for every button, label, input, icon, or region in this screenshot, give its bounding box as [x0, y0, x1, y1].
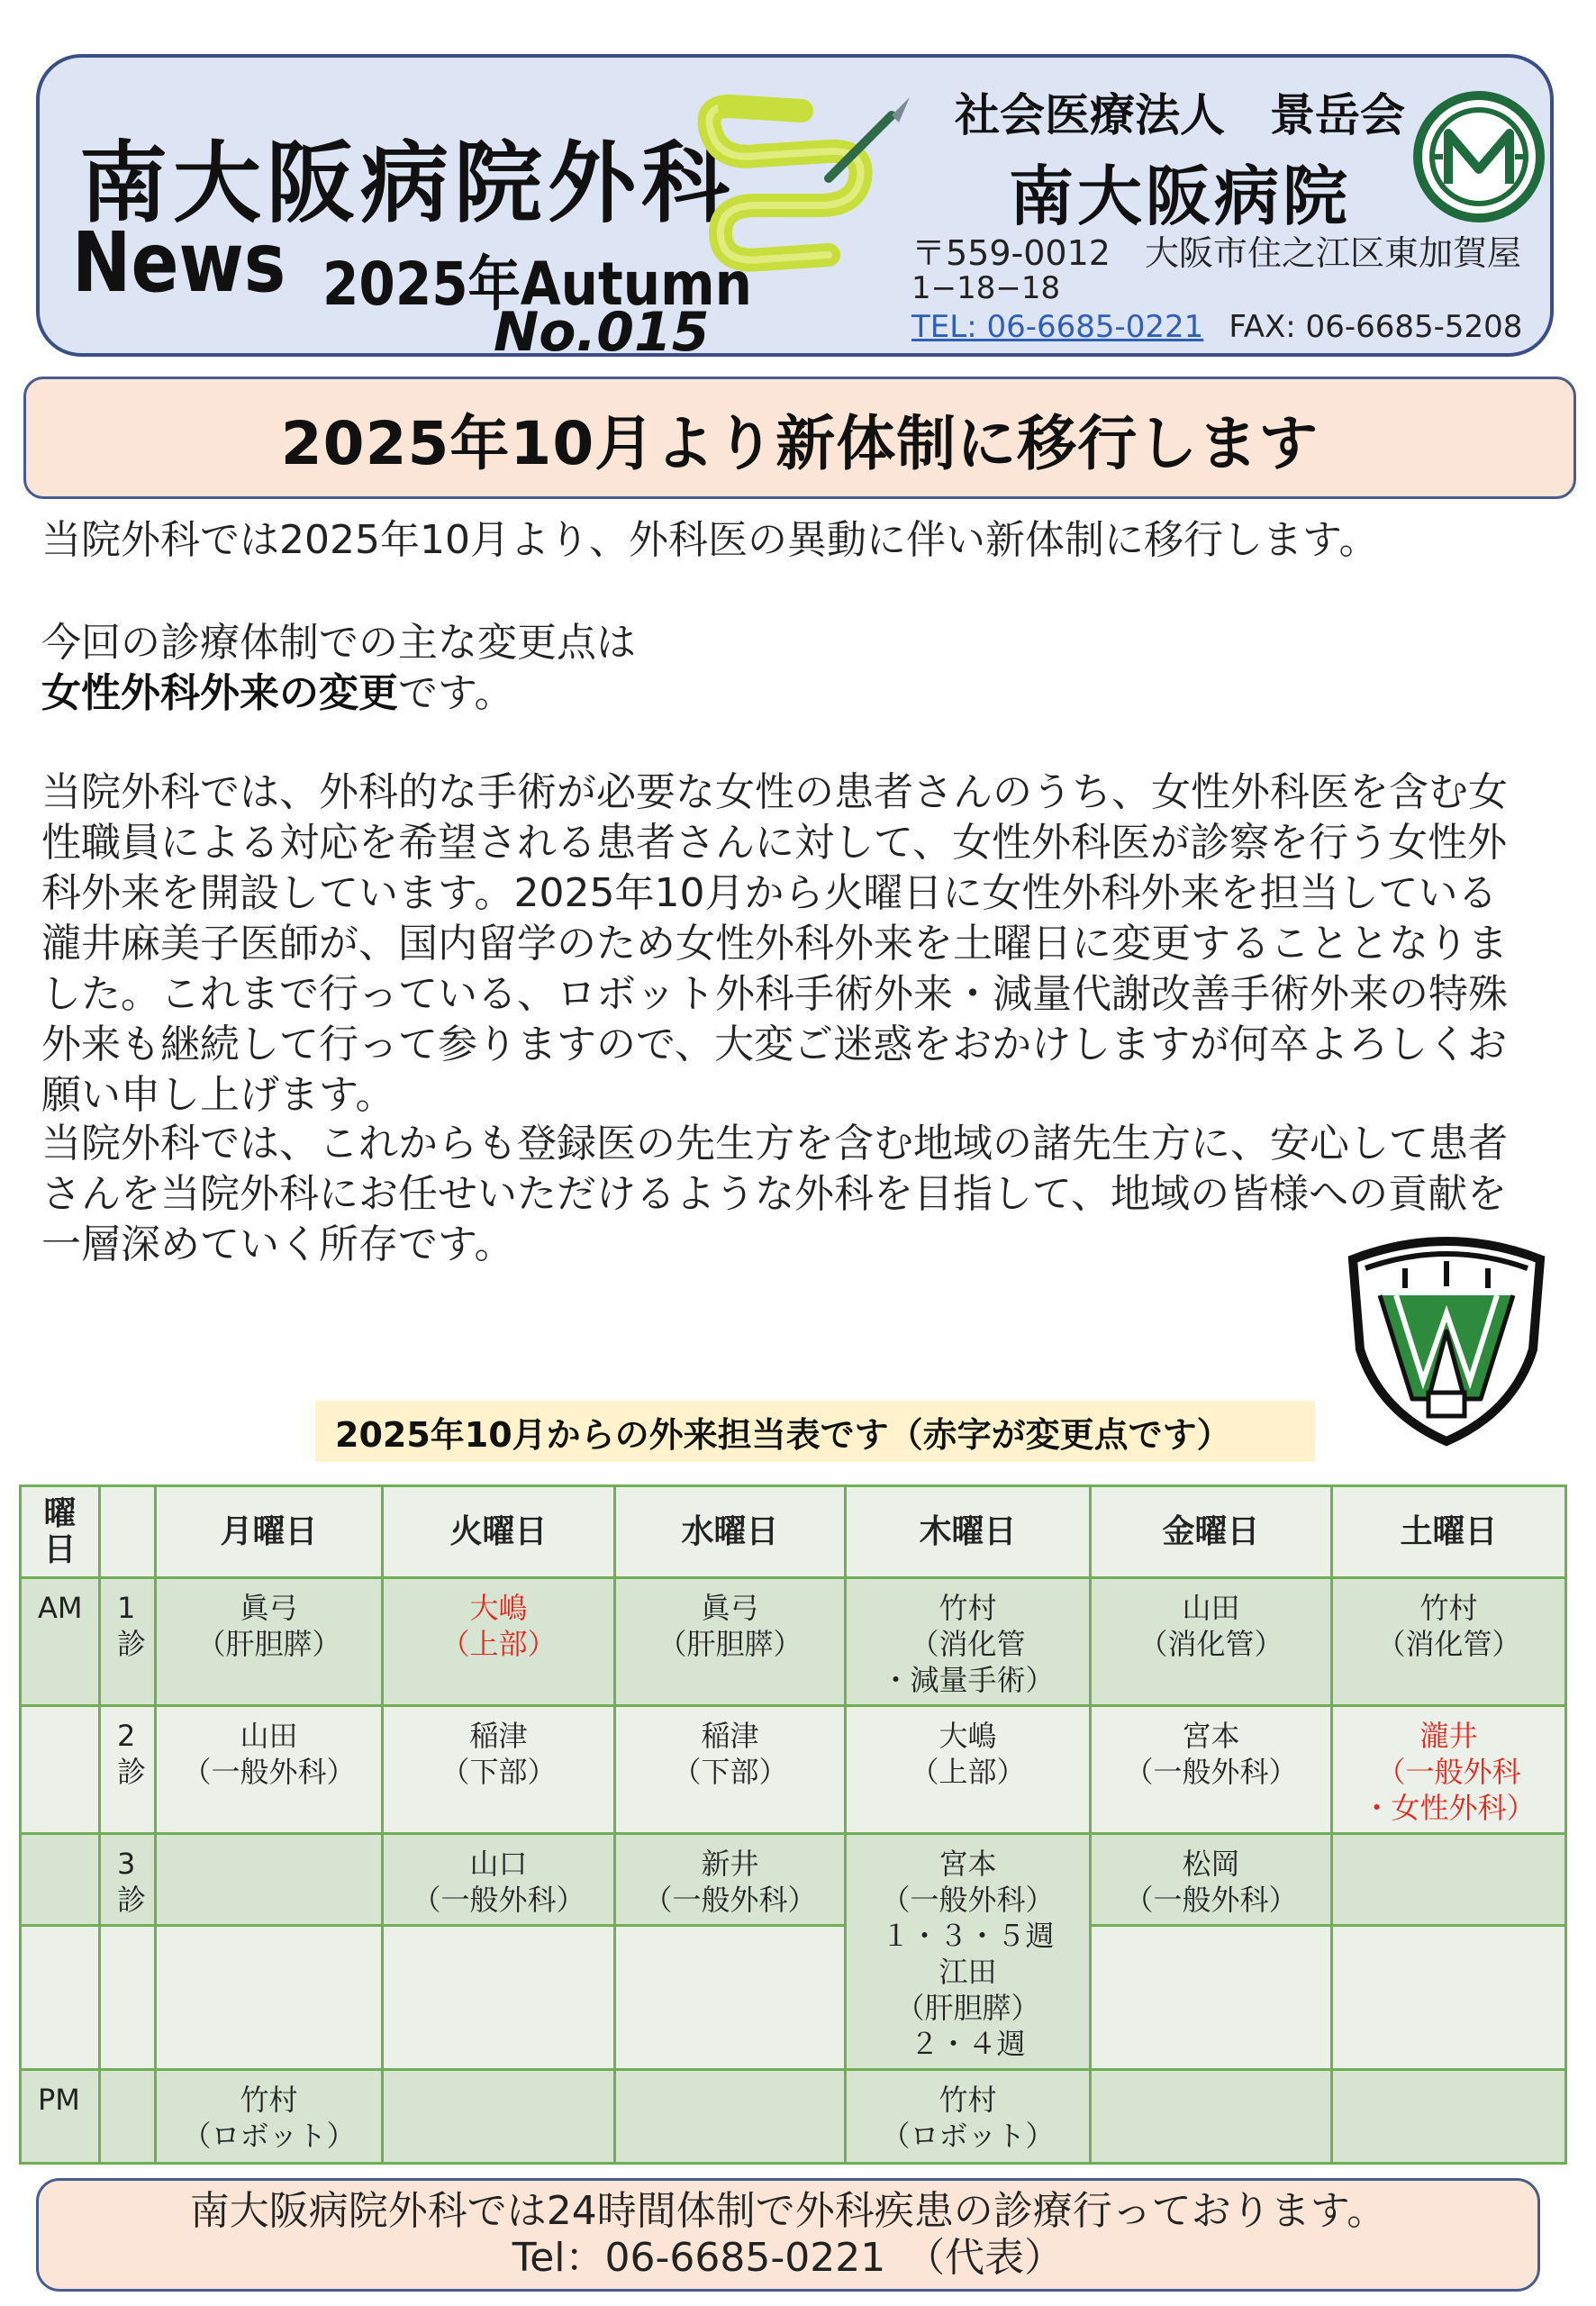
time-blank — [21, 1706, 100, 1834]
tel-link[interactable]: TEL: 06-6685-0221 — [911, 309, 1204, 345]
schedule-row-am2 — [21, 1706, 1566, 1834]
cell-fri-am1: 山田 （消化管） — [1091, 1578, 1332, 1706]
change-summary-tail: です。 — [398, 670, 514, 716]
time-blank — [21, 1926, 100, 2070]
cell-blank — [156, 1926, 383, 2070]
newsletter-issue-number: No.015 — [494, 301, 710, 364]
header-slot-blank — [100, 1486, 156, 1578]
cell-thu-am2: 大嶋 （上部） — [846, 1706, 1091, 1834]
cell-blank — [383, 1926, 615, 2070]
header-tuesday: 火曜日 — [383, 1486, 615, 1578]
cell-fri-pm — [1091, 2070, 1332, 2164]
slot-label: 2診 — [100, 1706, 156, 1834]
schedule-row-am3 — [21, 1834, 1566, 1926]
change-summary-highlight: 女性外科外来の変更 — [41, 670, 398, 716]
cell-blank — [1332, 1926, 1566, 2070]
header-monday: 月曜日 — [156, 1486, 383, 1578]
cell-wed-am2: 稲津 （下部） — [615, 1706, 846, 1834]
headline-banner — [23, 377, 1576, 499]
cell-sat-am1: 竹村 （消化管） — [1332, 1578, 1566, 1706]
hospital-emblem-logo — [1412, 90, 1546, 223]
header-saturday: 土曜日 — [1332, 1486, 1566, 1578]
footer-service-text: 南大阪病院外科では24時間体制で外科疾患の診療行っております。 — [189, 2188, 1387, 2234]
time-label: AM — [21, 1578, 100, 1706]
cell-mon-am3 — [156, 1834, 383, 1926]
cell-blank — [615, 1926, 846, 2070]
robot-surgery-shield-icon — [1342, 1232, 1551, 1448]
fax-number: FAX: 06-6685-5208 — [1229, 309, 1523, 345]
contact-line — [911, 309, 1522, 345]
cell-fri-am3: 松岡 （一般外科） — [1091, 1834, 1332, 1926]
cell-sat-am2: 瀧井 （一般外科 ・女性外科） — [1332, 1706, 1566, 1834]
schedule-caption — [315, 1401, 1315, 1462]
cell-mon-pm: 竹村 （ロボット） — [156, 2070, 383, 2164]
cell-fri-am2: 宮本 （一般外科） — [1091, 1706, 1332, 1834]
cell-wed-pm — [615, 2070, 846, 2164]
headline-text: 2025年10月より新体制に移行します — [280, 408, 1319, 478]
time-blank — [21, 1834, 100, 1926]
slot-label: 3診 — [100, 1834, 156, 1926]
closing-paragraph: 当院外科では、これからも登録医の先生方を含む地域の諸先生方に、安心して患者さんを当院外科にお任せいただけるような外科を目指して、地域の皆様への貢献を一層深めていく所存です。 — [41, 1121, 1508, 1267]
cell-wed-am1: 眞弓 （肝胆膵） — [615, 1578, 846, 1706]
newsletter-season: 2025年Autumn — [322, 250, 753, 319]
slot-blank — [100, 2070, 156, 2164]
cell-sat-am3 — [1332, 1834, 1566, 1926]
slot-label: 1診 — [100, 1578, 156, 1706]
cell-mon-am2: 山田 （一般外科） — [156, 1706, 383, 1834]
schedule-row-am1 — [21, 1578, 1566, 1706]
header-thursday: 木曜日 — [846, 1486, 1091, 1578]
detail-paragraph: 当院外科では、外科的な手術が必要な女性の患者さんのうち、女性外科医を含む女性職員による対応を希望される患者さんに対して、女性外科医が診察を行う女性外科外来を開設しています。2025年10月から火曜日に女性外科外来を担当している瀧井麻美子医師が、国内留学のため女性外科外来を土曜日に変更することとなりました。これまで行っている、ロボット外科手術外来・減量代謝改善手術外来の特殊外来も継続して行って参りますので、大変ご迷惑をおかけしますが何卒よろしくお願い申し上げます。 — [41, 769, 1508, 1118]
newsletter-news-label: News — [72, 214, 286, 311]
cell-thu-am3: 宮本 （一般外科） １・３・５週 江田 （肝胆膵） ２・４週 — [846, 1834, 1091, 2070]
cell-wed-am3: 新井 （一般外科） — [615, 1834, 846, 1926]
cell-tue-am2: 稲津 （下部） — [383, 1706, 615, 1834]
change-summary-paragraph — [41, 618, 1537, 719]
schedule-row-am3-extra — [21, 1926, 1566, 2070]
header-friday: 金曜日 — [1091, 1486, 1332, 1578]
footer-contact-box — [36, 2178, 1540, 2292]
outpatient-schedule-table — [19, 1484, 1567, 2165]
schedule-caption-text: 2025年10月からの外来担当表です（赤字が変更点です） — [335, 1414, 1231, 1455]
postal-address: 〒559-0012 大阪市住之江区東加賀屋 — [911, 233, 1521, 273]
schedule-header-row — [21, 1486, 1566, 1578]
cell-sat-pm — [1332, 2070, 1566, 2164]
cell-tue-pm — [383, 2070, 615, 2164]
cell-blank — [1091, 1926, 1332, 2070]
cell-thu-pm: 竹村 （ロボット） — [846, 2070, 1091, 2164]
cell-thu-am1: 竹村 （消化管 ・減量手術） — [846, 1578, 1091, 1706]
change-summary-line1: 今回の診療体制での主な変更点は — [41, 620, 636, 666]
organization-name: 社会医療法人 景岳会 — [955, 89, 1405, 141]
address-line-2: 1−18−18 — [911, 270, 1061, 306]
cell-tue-am1: 大嶋 （上部） — [383, 1578, 615, 1706]
intestine-scalpel-logo — [694, 70, 919, 295]
hospital-name: 南大阪病院 — [1009, 159, 1352, 234]
newsletter-title: 南大阪病院外科 — [79, 132, 736, 235]
header-day-label: 曜日 — [21, 1486, 100, 1578]
header-wednesday: 水曜日 — [615, 1486, 846, 1578]
slot-blank — [100, 1926, 156, 2070]
time-label: PM — [21, 2070, 100, 2164]
schedule-row-pm — [21, 2070, 1566, 2164]
cell-tue-am3: 山口 （一般外科） — [383, 1834, 615, 1926]
intro-paragraph: 当院外科では2025年10月より、外科医の異動に伴い新体制に移行します。 — [41, 517, 1379, 563]
footer-phone[interactable]: Tel：06-6685-0221 （代表） — [512, 2235, 1065, 2281]
cell-mon-am1: 眞弓 （肝胆膵） — [156, 1578, 383, 1706]
